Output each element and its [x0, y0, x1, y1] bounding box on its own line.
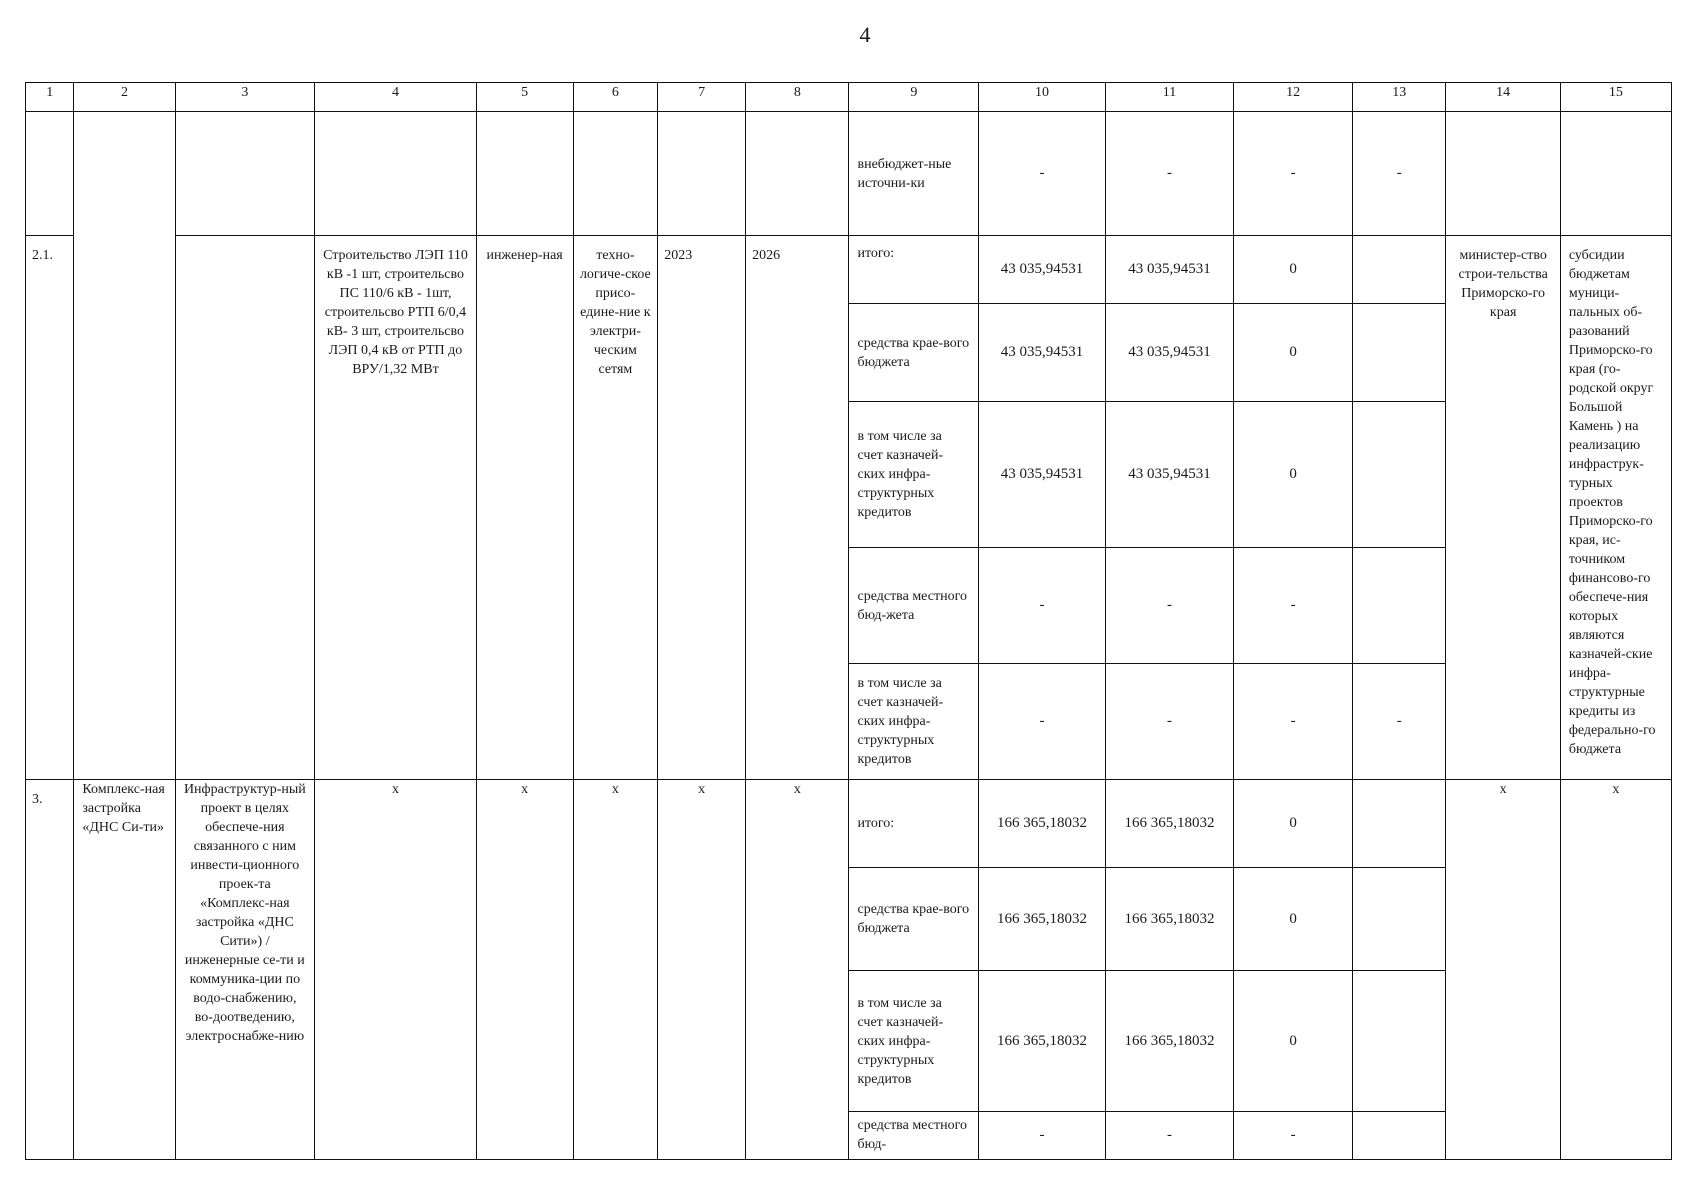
value-cell	[1353, 304, 1446, 402]
project-purpose: техно-логиче-ское присо-едине-ние к электри-ческим сетям	[573, 236, 658, 780]
start-year: 2023	[658, 236, 746, 780]
row-number: 2.1.	[26, 236, 74, 780]
header-cell: 2	[74, 83, 175, 112]
value-cell: 166 365,18032	[1105, 971, 1234, 1112]
value-cell: 43 035,94531	[979, 402, 1105, 548]
funding-source-label: итого:	[849, 780, 979, 868]
value-cell: -	[1105, 664, 1234, 780]
value-cell: 0	[1234, 971, 1353, 1112]
funding-source-label: средства крае-вого бюджета	[849, 304, 979, 402]
value-cell: -	[1234, 1112, 1353, 1160]
header-cell: 3	[175, 83, 315, 112]
table-row	[26, 236, 1672, 304]
value-cell	[1353, 868, 1446, 971]
value-cell: -	[1234, 112, 1353, 236]
table-row	[26, 112, 1672, 236]
end-year: 2026	[746, 236, 849, 780]
value-cell: 166 365,18032	[1105, 868, 1234, 971]
header-cell: 10	[979, 83, 1105, 112]
project-detail: х	[315, 780, 477, 1160]
responsible-executor: х	[1446, 780, 1560, 1160]
header-cell: 7	[658, 83, 746, 112]
header-cell: 6	[573, 83, 658, 112]
page-number: 4	[859, 22, 871, 47]
value-cell: 43 035,94531	[1105, 236, 1234, 304]
value-cell: -	[1105, 112, 1234, 236]
funding-source-label: в том числе за счет казначей-ских инфра-структурных кредитов	[849, 664, 979, 780]
value-cell: 43 035,94531	[979, 236, 1105, 304]
value-cell	[1353, 971, 1446, 1112]
value-cell: -	[979, 112, 1105, 236]
value-cell: 0	[1234, 304, 1353, 402]
financing-table	[25, 82, 1672, 1160]
value-cell: -	[979, 664, 1105, 780]
header-cell: 8	[746, 83, 849, 112]
value-cell: -	[1353, 112, 1446, 236]
value-cell	[1353, 780, 1446, 868]
funding-source-label: в том числе за счет казначей-ских инфра-структурных кредитов	[849, 402, 979, 548]
table-row	[26, 780, 1672, 868]
project-description: Строительство ЛЭП 110 кВ -1 шт, строительсво ПС 110/6 кВ - 1шт, строительсво РТП 6/0,4 кВ- 3 шт, строительсво ЛЭП 0,4 кВ от РТП до ВРУ/1,32 МВт	[315, 236, 477, 780]
value-cell: 43 035,94531	[979, 304, 1105, 402]
funding-note: х	[1560, 780, 1671, 1160]
project-type: инженер-ная	[476, 236, 573, 780]
value-cell	[1353, 1112, 1446, 1160]
value-cell: 0	[1234, 402, 1353, 548]
end-year: х	[746, 780, 849, 1160]
value-cell: 166 365,18032	[979, 971, 1105, 1112]
header-cell: 5	[476, 83, 573, 112]
value-cell: -	[1234, 664, 1353, 780]
project-type: х	[476, 780, 573, 1160]
value-cell: 166 365,18032	[979, 780, 1105, 868]
header-cell: 15	[1560, 83, 1671, 112]
value-cell	[1353, 236, 1446, 304]
funding-source-label: средства крае-вого бюджета	[849, 868, 979, 971]
header-cell: 9	[849, 83, 979, 112]
value-cell: -	[1105, 1112, 1234, 1160]
value-cell: 0	[1234, 780, 1353, 868]
value-cell: -	[1353, 664, 1446, 780]
funding-note: субсидии бюджетам муници-пальных об-разований Приморско-го края (го-родской округ Большой Камень ) на реализацию инфраструк-турных проектов Приморско-го края, ис-точником финансово-го обеспече-ния которых являются казначей-ские инфра-структурные кредиты из федерально-го бюджета	[1560, 236, 1671, 780]
start-year: х	[658, 780, 746, 1160]
row-number: 3.	[26, 780, 74, 1160]
funding-source-label: итого:	[849, 236, 979, 304]
header-cell: 11	[1105, 83, 1234, 112]
project-purpose: х	[573, 780, 658, 1160]
funding-source-label: средства местного бюд-	[849, 1112, 979, 1160]
value-cell	[1353, 548, 1446, 664]
value-cell	[1353, 402, 1446, 548]
value-cell: -	[979, 548, 1105, 664]
value-cell: 166 365,18032	[1105, 780, 1234, 868]
responsible-executor: министер-ство строи-тельства Приморско-го края	[1446, 236, 1560, 780]
value-cell: 166 365,18032	[979, 868, 1105, 971]
header-cell: 12	[1234, 83, 1353, 112]
header-cell: 13	[1353, 83, 1446, 112]
header-row	[26, 83, 1672, 112]
value-cell: -	[1234, 548, 1353, 664]
header-cell: 4	[315, 83, 477, 112]
value-cell: 43 035,94531	[1105, 402, 1234, 548]
value-cell: 43 035,94531	[1105, 304, 1234, 402]
project-name: Комплекс-ная застройка «ДНС Си-ти»	[74, 780, 175, 1160]
funding-source-label: средства местного бюд-жета	[849, 548, 979, 664]
value-cell: -	[1105, 548, 1234, 664]
funding-source-label: в том числе за счет казначей-ских инфра-структурных кредитов	[849, 971, 979, 1112]
value-cell: 0	[1234, 236, 1353, 304]
header-cell: 14	[1446, 83, 1560, 112]
value-cell: 0	[1234, 868, 1353, 971]
project-description: Инфраструктур-ный проект в целях обеспече-ния связанного с ним инвести-ционного проек-та «Комплекс-ная застройка «ДНС Сити») / инженерные се-ти и коммуника-ции по водо-снабжению, во-доотведению, электроснабже-нию	[175, 780, 315, 1160]
header-cell: 1	[26, 83, 74, 112]
value-cell: -	[979, 1112, 1105, 1160]
funding-source-label: внебюджет-ные источни-ки	[849, 112, 979, 236]
